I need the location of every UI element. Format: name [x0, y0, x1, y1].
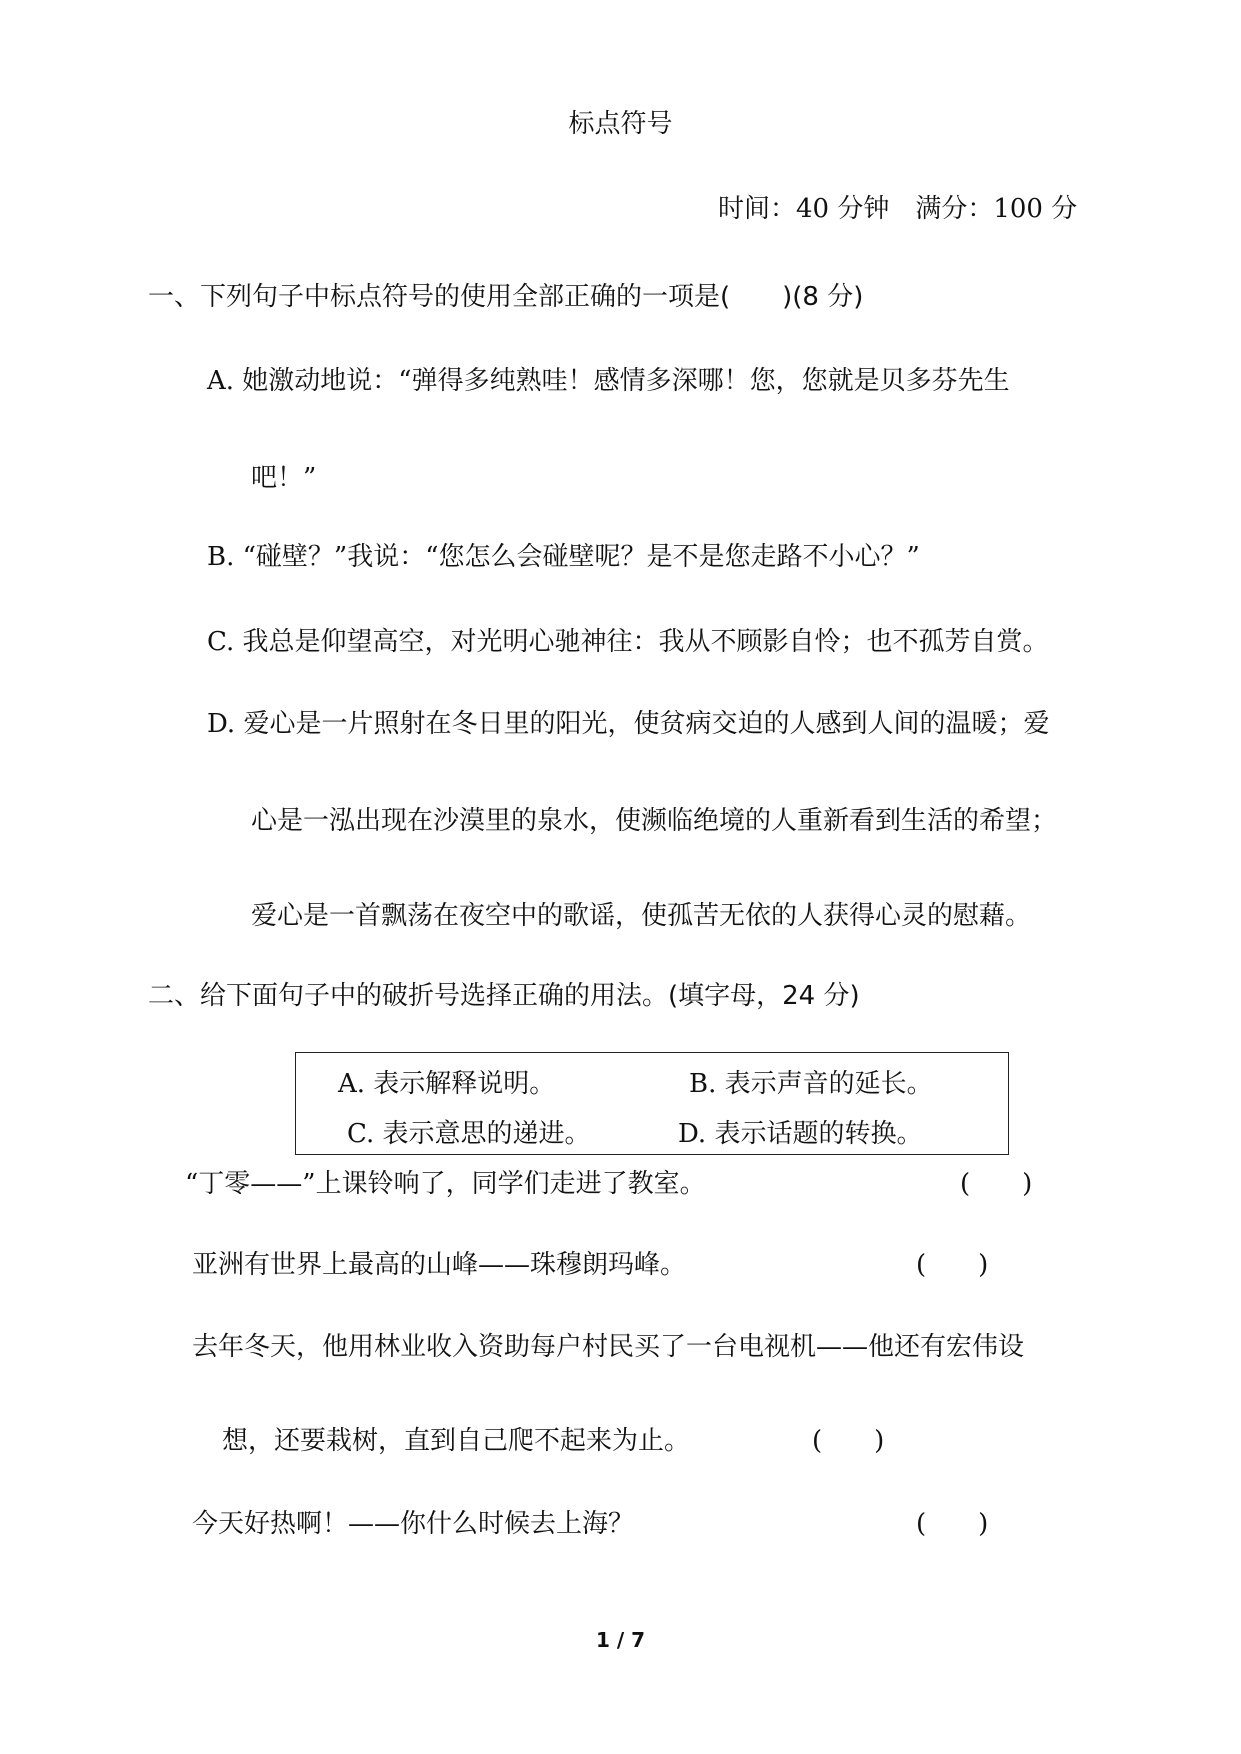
choice-c: C. 表示意思的递进。 — [347, 1119, 591, 1149]
question-2-title: 二、给下面句子中的破折号选择正确的用法。(填字母，24 分) — [148, 981, 860, 1011]
q2-item-1-answer-blank[interactable]: ( ) — [960, 1169, 1033, 1199]
page-title: 标点符号 — [568, 109, 673, 139]
choice-a: A. 表示解释说明。 — [338, 1069, 556, 1099]
q1-option-c: C. 我总是仰望高空，对光明心驰神往：我从不顾影自怜；也不孤芳自赏。 — [207, 627, 1049, 657]
usage-choices-box — [295, 1052, 1009, 1155]
q2-item-4-answer-blank[interactable]: ( ) — [916, 1509, 989, 1539]
q1-option-d-line-2: 心是一泓出现在沙漠里的泉水，使濒临绝境的人重新看到生活的希望； — [251, 806, 1058, 836]
q1-option-d-line-1: D. 爱心是一片照射在冬日里的阳光，使贫病交迫的人感到人间的温暖；爱 — [207, 709, 1050, 739]
question-1-title: 一、下列句子中标点符号的使用全部正确的一项是( )(8 分) — [148, 282, 864, 312]
q2-item-3-line-2: 想，还要栽树，直到自己爬不起来为止。 — [222, 1426, 691, 1456]
q1-option-d-line-3: 爱心是一首飘荡在夜空中的歌谣，使孤苦无依的人获得心灵的慰藉。 — [251, 901, 1032, 931]
choice-d: D. 表示话题的转换。 — [678, 1119, 923, 1149]
page-number: 1 / 7 — [595, 1628, 646, 1652]
q1-option-a-line-1: A. 她激动地说：“弹得多纯熟哇！感情多深哪！您，您就是贝多芬先生 — [207, 366, 1010, 396]
q2-item-1: “丁零——”上课铃响了，同学们走进了教室。 — [185, 1169, 706, 1199]
q1-option-b: B. “碰壁？”我说：“您怎么会碰壁呢？是不是您走路不小心？” — [207, 542, 920, 572]
choice-b: B. 表示声音的延长。 — [689, 1069, 933, 1099]
q2-item-3-answer-blank[interactable]: ( ) — [812, 1426, 885, 1456]
q2-item-3-line-1: 去年冬天，他用林业收入资助每户村民买了一台电视机——他还有宏伟设 — [192, 1332, 1025, 1362]
q2-item-4: 今天好热啊！——你什么时候去上海？ — [192, 1509, 635, 1539]
exam-meta: 时间：40 分钟 满分：100 分 — [718, 194, 1078, 224]
q2-item-2-answer-blank[interactable]: ( ) — [916, 1250, 989, 1280]
q1-option-a-line-2: 吧！” — [251, 463, 317, 493]
q2-item-2: 亚洲有世界上最高的山峰——珠穆朗玛峰。 — [192, 1250, 687, 1280]
